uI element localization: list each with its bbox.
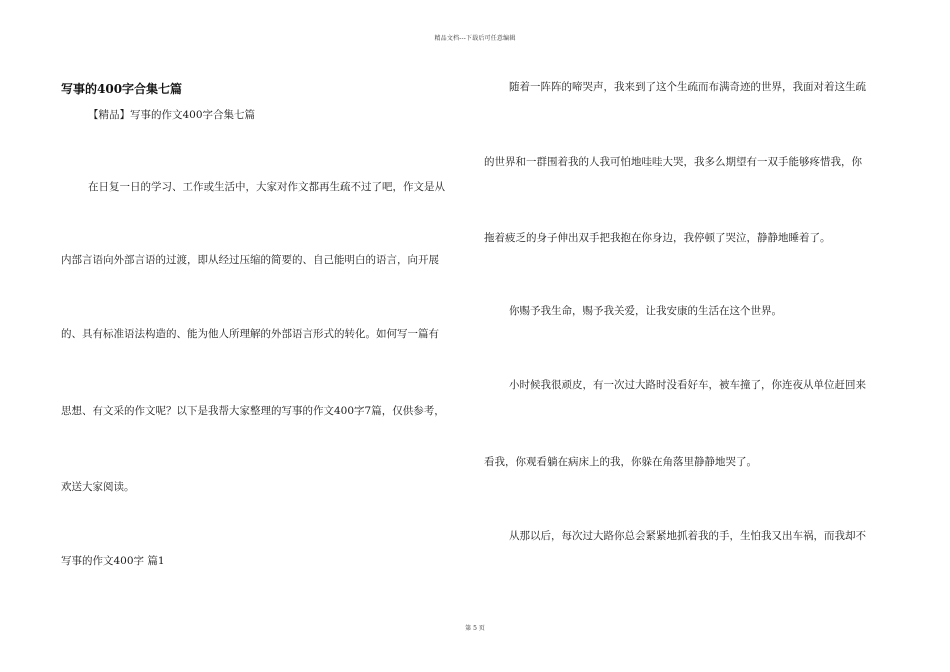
right-paragraph-line: 你赐予我生命，赐予我关爱，让我安康的生活在这个世界。 <box>509 305 782 317</box>
document-subtitle: 【精品】写事的作文400字合集七篇 <box>88 109 256 121</box>
left-paragraph-line: 思想、有文采的作文呢？以下是我帮大家整理的写事的作文400字7篇，仅供参考， <box>61 405 445 417</box>
left-paragraph-line: 内部言语向外部言语的过渡，即从经过压缩的简要的、自己能明白的语言，向开展 <box>61 254 439 266</box>
right-paragraph-line: 小时候我很顽皮，有一次过大路时没看好车，被车撞了，你连夜从单位赶回来 <box>509 379 866 391</box>
page-header: 精品文档---下载后可任意编辑 <box>434 35 516 42</box>
right-paragraph-line: 看我，你观看躺在病床上的我，你躲在角落里静静地哭了。 <box>484 456 757 468</box>
right-paragraph-line: 从那以后，每次过大路你总会紧紧地抓着我的手，生怕我又出车祸，而我却不 <box>509 530 866 542</box>
left-paragraph-line: 在日复一日的学习、工作或生活中，大家对作文都再生疏不过了吧，作文是从 <box>88 181 445 193</box>
document-title: 写事的400字合集七篇 <box>61 82 183 96</box>
left-paragraph-line: 的、具有标准语法构造的、能为他人所理解的外部语言形式的转化。如何写一篇有 <box>61 328 439 340</box>
section-heading: 写事的作文400字 篇1 <box>61 555 165 567</box>
left-paragraph-line: 欢送大家阅读。 <box>61 481 135 493</box>
page-number: 第 5 页 <box>465 625 485 632</box>
right-paragraph-line: 拖着疲乏的身子伸出双手把我抱在你身边，我停顿了哭泣，静静地睡着了。 <box>484 232 831 244</box>
right-paragraph-line: 随着一阵阵的啼哭声，我来到了这个生疏而布满奇迹的世界，我面对着这生疏 <box>509 81 866 93</box>
right-paragraph-line: 的世界和一群围着我的人我可怕地哇哇大哭，我多么期望有一双手能够疼惜我，你 <box>484 156 862 168</box>
